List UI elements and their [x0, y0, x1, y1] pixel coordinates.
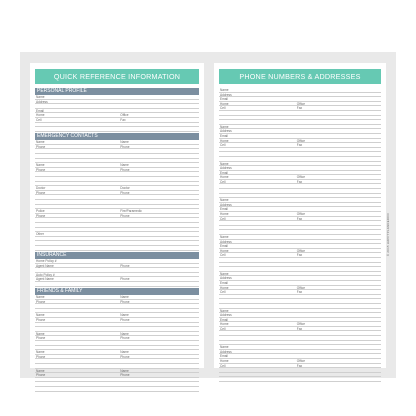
field-label: Phone [120, 213, 130, 218]
field-label: Office [296, 138, 306, 143]
field-label: Name [120, 331, 129, 336]
field-label: Phone [120, 144, 130, 149]
field-label: Office [296, 322, 306, 327]
field-label: Name [36, 331, 45, 336]
field-label: Name [220, 308, 229, 313]
field-label: Home [36, 113, 45, 118]
field-label: Name [220, 161, 229, 166]
field-label: Name [220, 124, 229, 129]
field-label: Home [220, 138, 229, 143]
field-label: Cell [36, 117, 42, 122]
field-label: Address [220, 166, 232, 171]
field-label: Doctor [36, 186, 46, 191]
field-label: Fax [296, 326, 303, 331]
field-label: Name [120, 313, 129, 318]
field-label: Phone [36, 336, 46, 341]
field-label: Email [220, 317, 228, 322]
field-label: Phone [120, 277, 130, 282]
field-label: Home [220, 212, 229, 217]
field-label: Office [296, 285, 306, 290]
field-label: Phone [120, 318, 130, 323]
field-label: Name [120, 295, 129, 300]
field-label: Name [220, 88, 229, 92]
field-label: Address [220, 92, 232, 97]
field-label: Cell [220, 143, 226, 148]
planner-spread [20, 52, 396, 378]
field-label: Home [220, 285, 229, 290]
field-label: Home [220, 359, 229, 364]
field-label: Address [36, 99, 48, 104]
field-label: Cell [220, 326, 226, 331]
field-label: Email [220, 170, 228, 175]
field-label: Fax [296, 253, 303, 258]
field-label: Name [36, 163, 45, 168]
field-label: Name [120, 140, 129, 145]
field-label: Address [220, 313, 232, 318]
field-label: Fax [296, 106, 303, 111]
right-form [219, 88, 381, 368]
field-label: Fax [296, 216, 303, 221]
field-label: Office [296, 101, 306, 106]
field-label: Name [120, 350, 129, 355]
field-label: Address [220, 276, 232, 281]
field-label: Name [220, 271, 229, 276]
field-label: Address [220, 202, 232, 207]
field-label: Phone [36, 299, 46, 304]
field-label: Name [36, 140, 45, 145]
field-label: Home [220, 248, 229, 253]
field-label: Office [296, 175, 306, 180]
field-label: Phone [120, 167, 130, 172]
field-label: Cell [220, 216, 226, 221]
field-label: Phone [120, 190, 130, 195]
field-label: Phone [36, 318, 46, 323]
field-label: Fax [296, 143, 303, 148]
field-label: Name [120, 163, 129, 168]
form-line[interactable] [35, 127, 199, 132]
right-page [214, 63, 390, 368]
field-label: Fax [296, 179, 303, 184]
field-label: Agent Name [36, 263, 54, 268]
field-label: Email [220, 207, 228, 212]
field-label: Home Policy # [36, 259, 57, 263]
form-line[interactable] [35, 246, 199, 251]
field-label: Name [36, 350, 45, 355]
left-page [30, 63, 204, 378]
field-label: Phone [36, 354, 46, 359]
field-label: Phone [36, 190, 46, 195]
field-label: Cell [220, 363, 226, 368]
phone-numbers-banner: PHONE NUMBERS & ADDRESSES [219, 69, 381, 84]
field-label: Phone [120, 336, 130, 341]
field-label: Office [296, 212, 306, 217]
field-label: Email [220, 244, 228, 249]
field-label: Fax [296, 290, 303, 295]
form-line[interactable] [219, 377, 381, 382]
field-label: Cell [220, 179, 226, 184]
field-label: Home [220, 175, 229, 180]
field-label: Phone [36, 167, 46, 172]
field-label: Cell [220, 106, 226, 111]
field-label: Home [220, 322, 229, 327]
field-label: Address [220, 129, 232, 134]
section-header: FRIENDS & FAMILY [35, 288, 199, 295]
field-label: Name [220, 198, 229, 203]
field-label: Fire/Paramedic [120, 209, 142, 214]
field-label: Office [296, 248, 306, 253]
left-form [35, 88, 199, 378]
field-label: Email [220, 133, 228, 138]
field-label: Phone [36, 373, 46, 378]
field-label: Cell [220, 290, 226, 295]
field-label: Address [220, 239, 232, 244]
field-label: Name [36, 368, 45, 373]
field-label: Cell [220, 253, 226, 258]
field-label: Email [220, 97, 228, 102]
field-label: Other [36, 232, 44, 237]
section-header: EMERGENCY CONTACTS [35, 133, 199, 140]
field-label: Name [220, 345, 229, 350]
field-label: Agent Name [36, 277, 54, 282]
field-label: Doctor [120, 186, 130, 191]
field-label: Email [220, 354, 228, 359]
field-label: Phone [120, 299, 130, 304]
field-label: Name [36, 95, 45, 99]
section-header: PERSONAL PROFILE [35, 88, 199, 95]
section-header: INSURANCE [35, 252, 199, 259]
field-label: Office [120, 113, 129, 118]
field-label: Phone [36, 213, 46, 218]
field-label: Name [120, 368, 129, 373]
field-label: Fax [120, 117, 126, 122]
field-label: Office [296, 359, 306, 364]
field-label: Name [36, 295, 45, 300]
form-line[interactable] [35, 282, 199, 287]
field-label: Fax [296, 363, 303, 368]
field-label: Address [220, 349, 232, 354]
copyright-credit: © 2015 HAPPYPLANNERCO [386, 213, 390, 257]
field-label: Email [36, 108, 44, 113]
field-label: Police [36, 209, 45, 214]
form-line[interactable] [35, 387, 199, 392]
field-label: Home [220, 101, 229, 106]
field-label: Phone [120, 373, 130, 378]
quick-reference-banner: QUICK REFERENCE INFORMATION [35, 69, 199, 84]
field-label: Auto Policy # [36, 272, 55, 277]
field-label: Phone [36, 144, 46, 149]
field-label: Email [220, 280, 228, 285]
field-label: Phone [120, 354, 130, 359]
field-label: Name [220, 235, 229, 239]
field-label: Name [36, 313, 45, 318]
field-label: Phone [120, 263, 130, 268]
